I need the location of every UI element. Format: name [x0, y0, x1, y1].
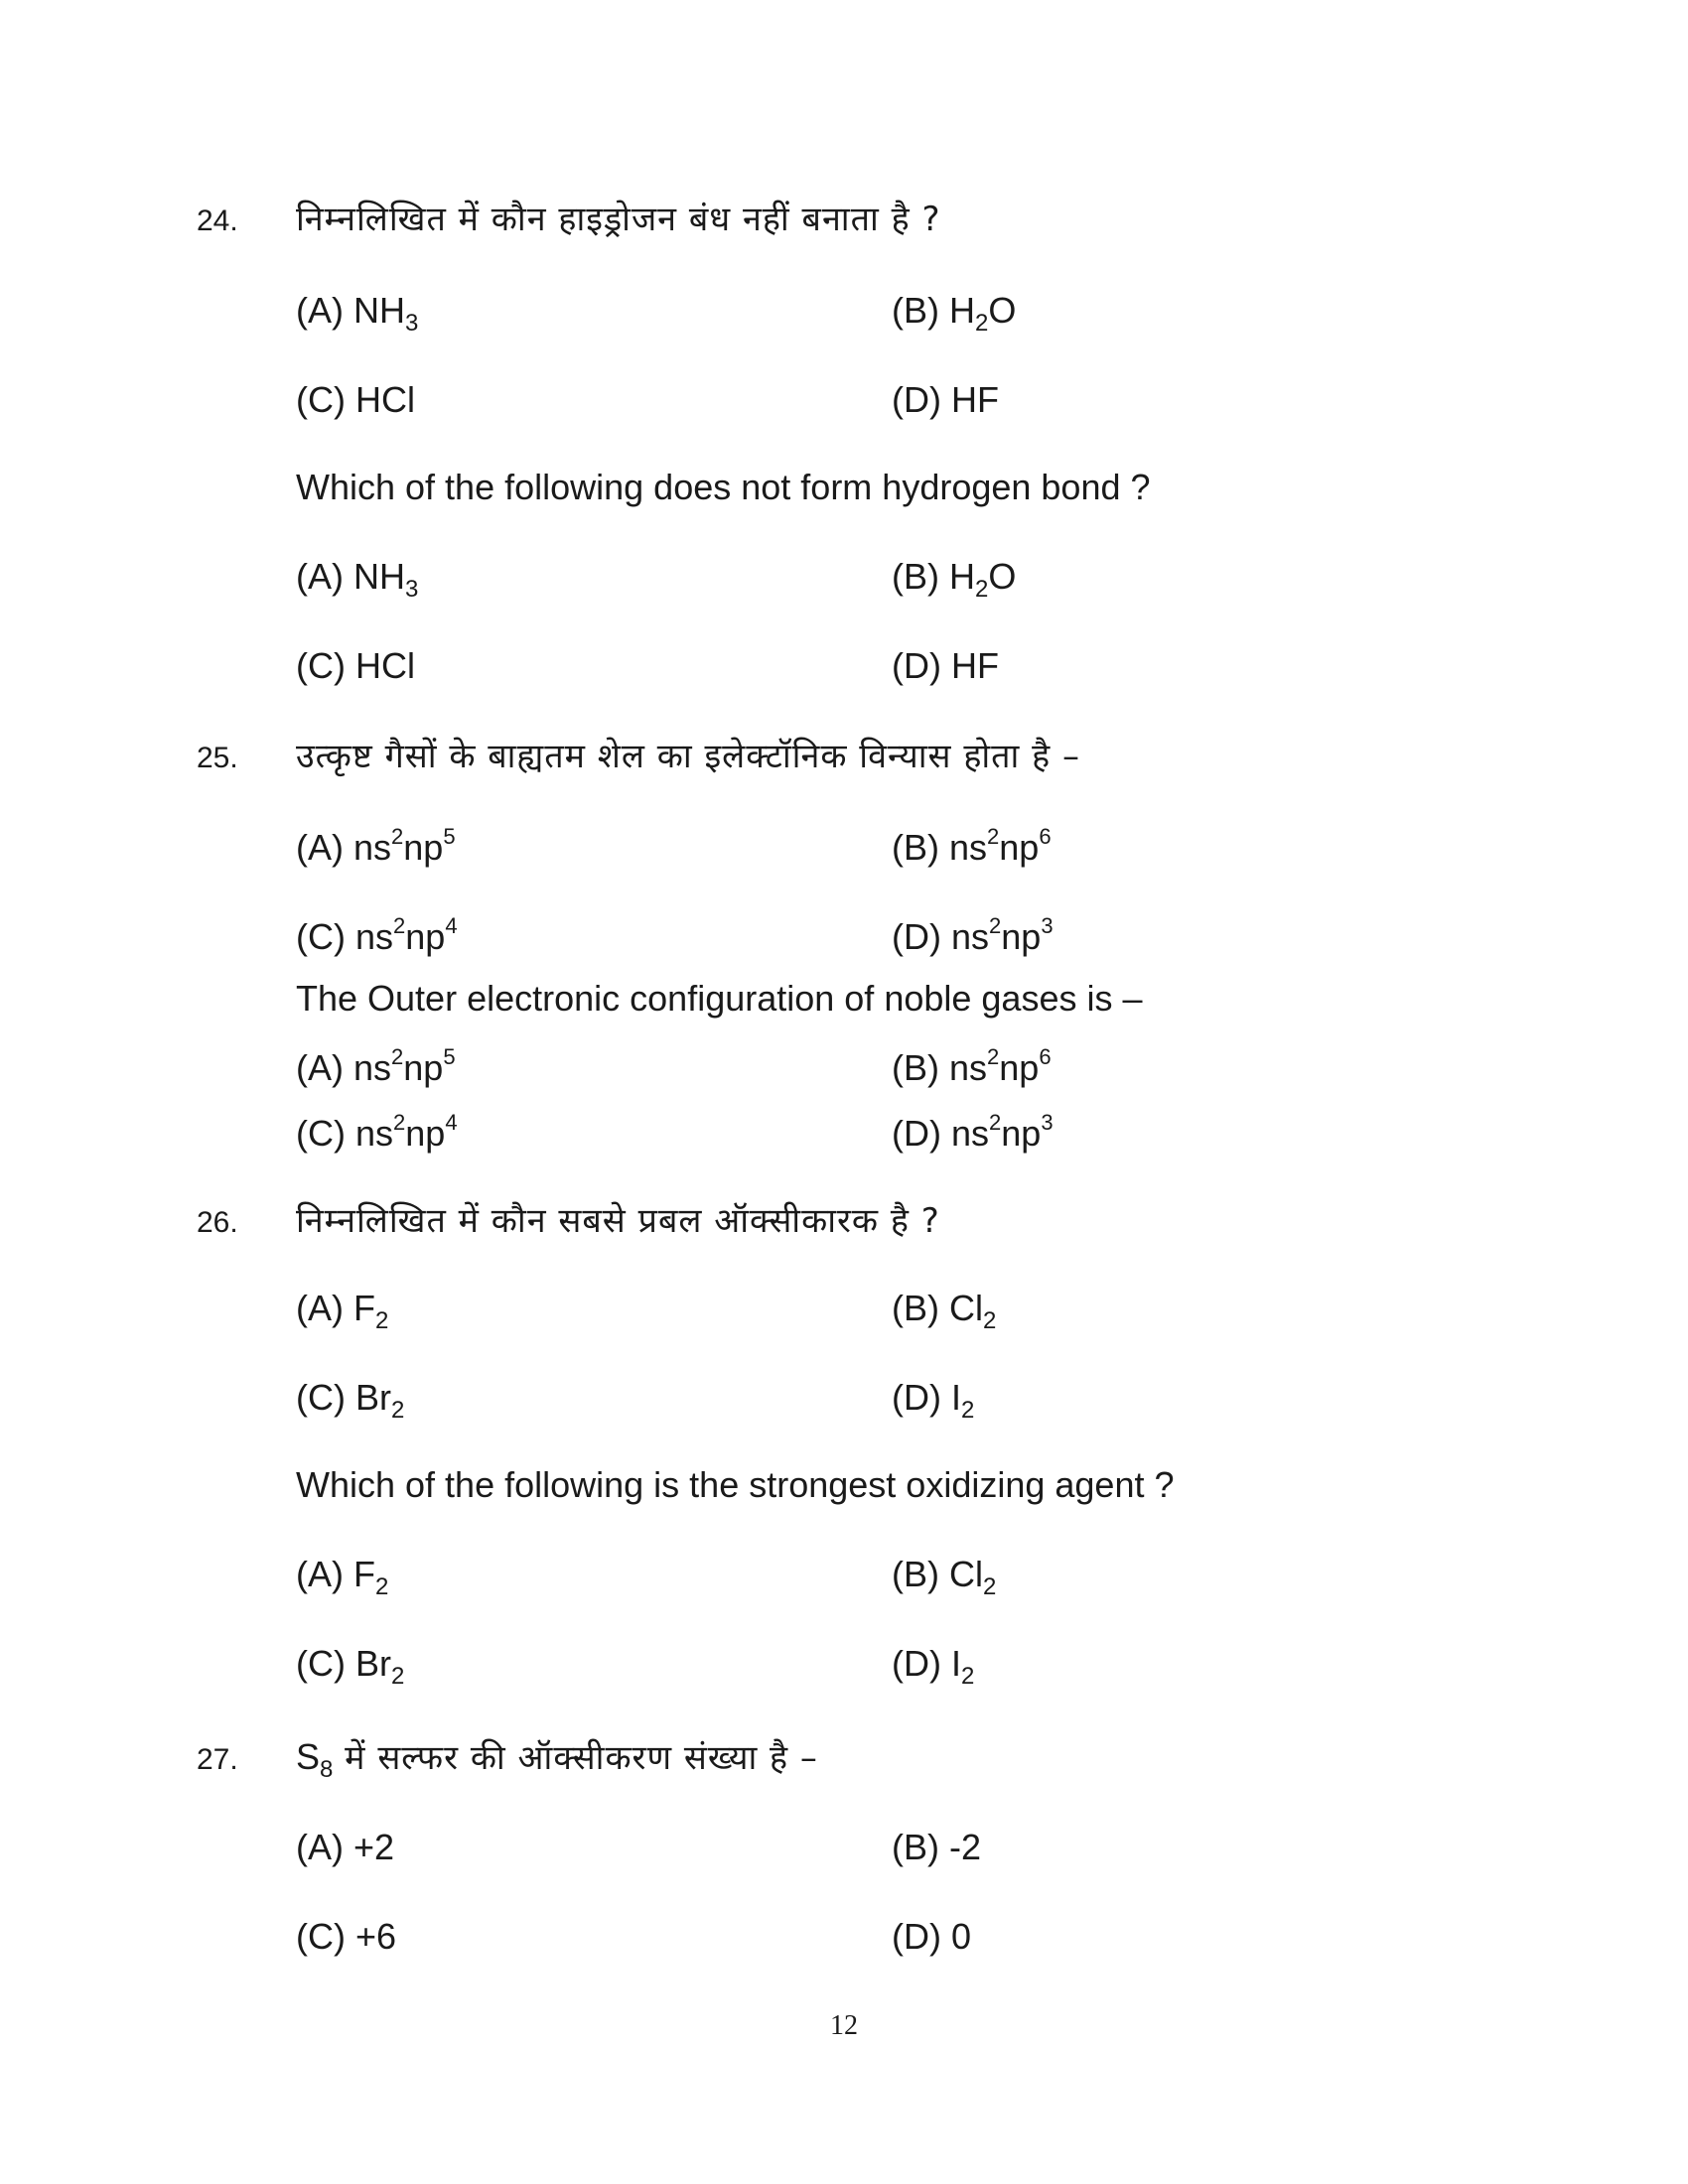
option-d-english: (D) $I_2$ [892, 1643, 975, 1690]
page-number: 12 [830, 2010, 858, 2041]
question-text-hindi: उत्कृष्ट गैसों के बाह्यतम शेल का इलेक्टॉनिक विन्यास होता है – [296, 737, 1081, 776]
option-b: (B) $H_2O$ [892, 290, 1017, 337]
option-d-english: (D) HF [892, 645, 999, 686]
option-a: (A) $ns^2np^5$ [296, 824, 456, 868]
option-b: (B) $Cl_2$ [892, 1288, 997, 1334]
option-c-english: (C) $ns^2np^4$ [296, 1110, 458, 1154]
option-b: (B) -2 [892, 1827, 981, 1867]
question-text-hindi: निम्नलिखित में कौन सबसे प्रबल ऑक्सीकारक है ? [296, 1201, 940, 1241]
question-number: 27. [197, 1743, 238, 1776]
option-d-english: (D) $ns^2np^3$ [892, 1110, 1054, 1154]
option-a: (A) $NH_3$ [296, 290, 419, 337]
question-text-hindi: निम्नलिखित में कौन हाइड्रोजन बंध नहीं बनाता है ? [296, 200, 941, 239]
question-number: 26. [197, 1206, 238, 1239]
option-a-english: (A) $NH_3$ [296, 556, 419, 603]
option-b: (B) $ns^2np^6$ [892, 824, 1052, 868]
option-d: (D) 0 [892, 1916, 971, 1957]
option-b-english: (B) $H_2O$ [892, 556, 1017, 603]
question-text-english: The Outer electronic configuration of noble gases is – [296, 978, 1143, 1019]
question-text-hindi: $S_8$ में सल्फर की ऑक्सीकरण संख्या है – [296, 1736, 818, 1783]
option-c: (C) +6 [296, 1916, 397, 1957]
option-a-english: (A) $ns^2np^5$ [296, 1044, 456, 1088]
option-c: (C) $Br_2$ [296, 1377, 405, 1424]
option-c-english: (C) $Br_2$ [296, 1643, 405, 1690]
option-d: (D) HF [892, 379, 999, 420]
question-number: 24. [197, 205, 238, 237]
option-a: (A) $F_2$ [296, 1288, 389, 1334]
option-a: (A) +2 [296, 1827, 395, 1867]
option-b-english: (B) $Cl_2$ [892, 1554, 997, 1600]
question-number: 25. [197, 742, 238, 774]
option-a-english: (A) $F_2$ [296, 1554, 389, 1600]
option-b-english: (B) $ns^2np^6$ [892, 1044, 1052, 1088]
option-c: (C) HCl [296, 379, 415, 420]
option-d: (D) $ns^2np^3$ [892, 913, 1054, 957]
question-text-english: Which of the following is the strongest oxidizing agent ? [296, 1464, 1175, 1505]
option-c: (C) $ns^2np^4$ [296, 913, 458, 957]
option-d: (D) $I_2$ [892, 1377, 975, 1424]
question-text-english: Which of the following does not form hydrogen bond ? [296, 467, 1151, 507]
option-c-english: (C) HCl [296, 645, 415, 686]
